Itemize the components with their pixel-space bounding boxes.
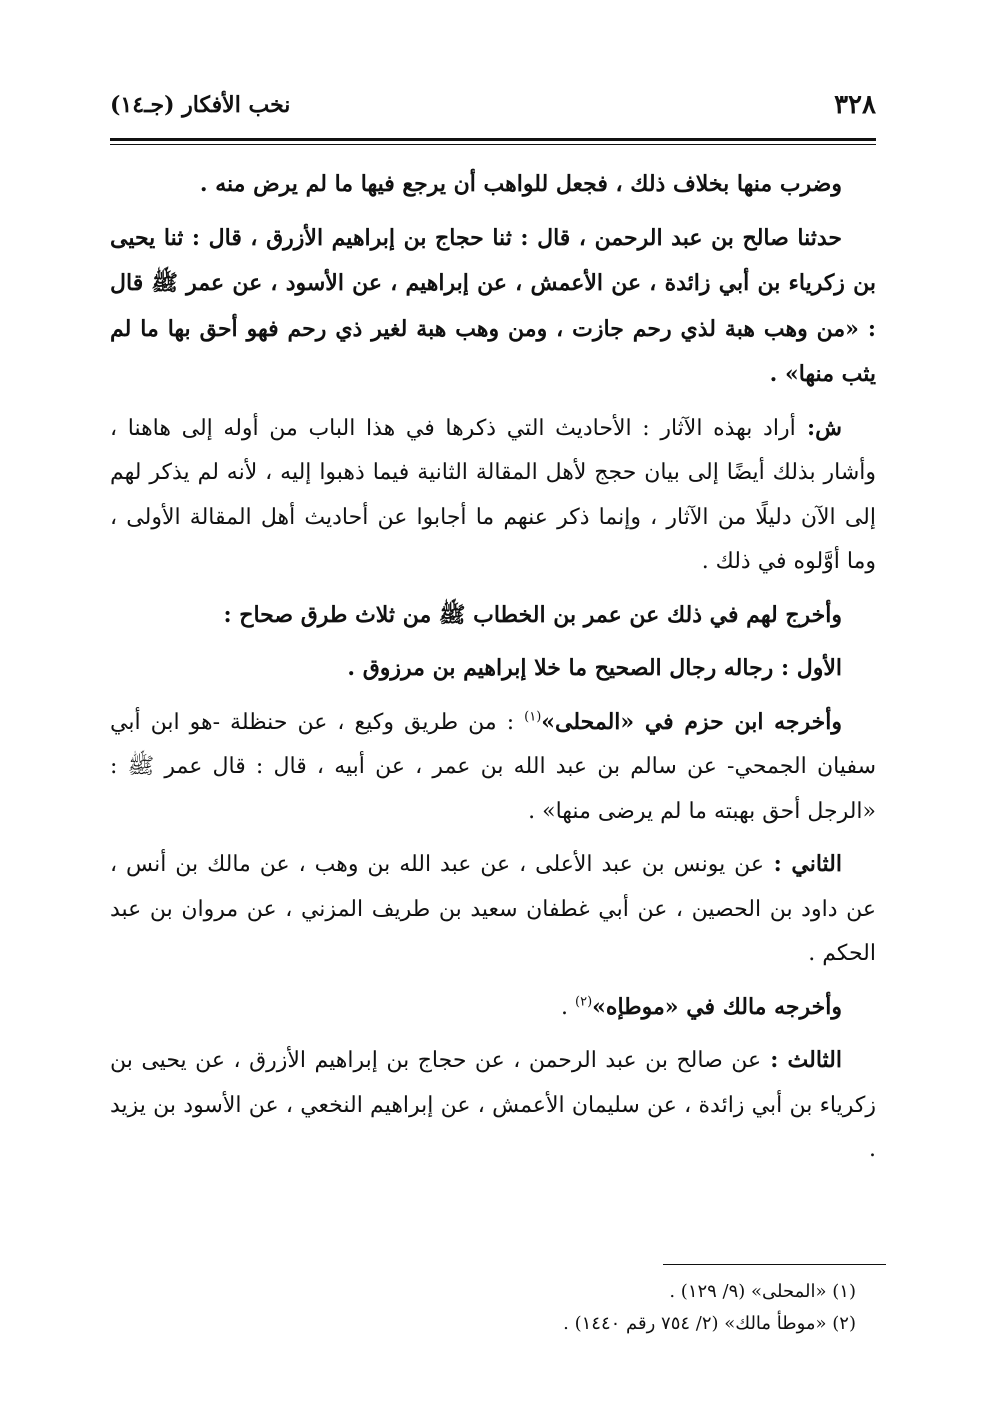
text-run: . <box>561 994 576 1020</box>
footnote-marker: (١) <box>524 709 542 725</box>
text-run: وأخرجه مالك في «موطإه» <box>592 993 842 1020</box>
paragraph <box>110 700 876 835</box>
text-run: : من طريق وكيع ، عن حنظلة -هو ابن أبي سفيان الجمحي- عن سالم بن عبد الله بن عمر ، عن أبيه ، قال : قال عمر ﷺ : «الرجل أحق بهبته ما لم يرضى منها» . <box>110 709 876 824</box>
footnote-marker: (٢) <box>575 994 593 1010</box>
page-number: ٣٢٨ <box>834 90 876 120</box>
paragraph <box>110 646 876 692</box>
text-run: وضرب منها بخلاف ذلك ، فجعل للواهب أن يرجع فيها ما لم يرض منه . <box>199 171 842 197</box>
paragraph <box>110 406 876 585</box>
paragraph <box>110 216 876 398</box>
paragraph <box>110 593 876 639</box>
footnotes <box>110 1276 876 1340</box>
book-title: نخب الأفكار (جـ١٤) <box>110 92 291 118</box>
paragraph <box>110 842 876 977</box>
section-lead: ش: <box>795 414 843 441</box>
footnote: (٢) «موطأ مالك» (٢/ ٧٥٤ رقم ١٤٤٠) . <box>563 1313 856 1334</box>
section-lead: الثالث : <box>761 1047 842 1073</box>
text-run: عن صالح بن عبد الرحمن ، عن حجاج بن إبراهيم الأزرق ، عن يحيى بن زكرياء بن أبي زائدة ، عن سليمان الأعمش ، عن إبراهيم النخعي ، عن الأسود بن يزيد . <box>110 1048 876 1162</box>
paragraph <box>110 985 876 1031</box>
text-run: وأخرج لهم في ذلك عن عمر بن الخطاب ﷺ من ثلاث طرق صحاح : <box>223 601 842 628</box>
text-run: عن يونس بن عبد الأعلى ، عن عبد الله بن وهب ، عن مالك بن أنس ، عن داود بن الحصين ، عن أبي غطفان سعيد بن طريف المزني ، عن مروان بن عبد الحكم . <box>110 852 876 966</box>
page-header <box>110 88 876 132</box>
header-rule-thin <box>110 144 876 145</box>
text-run: الأول : رجاله رجال الصحيح ما خلا إبراهيم بن مرزوق . <box>347 655 842 681</box>
footnote-separator <box>663 1264 886 1265</box>
main-text <box>110 162 876 1181</box>
footnote: (١) «المحلى» (٩/ ١٢٩) . <box>669 1281 856 1302</box>
paragraph <box>110 162 876 208</box>
text-run: حدثنا صالح بن عبد الرحمن ، قال : ثنا حجاج بن إبراهيم الأزرق ، قال : ثنا يحيى بن زكرياء بن أبي زائدة ، عن الأعمش ، عن إبراهيم ، عن الأسود ، عن عمر ﷺ قال : «من وهب هبة لذي رحم جازت ، ومن وهب هبة لغير ذي رحم فهو أحق بها ما لم يثب منها» . <box>110 224 876 387</box>
header-rule-thick <box>110 138 876 141</box>
paragraph <box>110 1038 876 1173</box>
section-lead: الثاني : <box>764 851 843 877</box>
text-run: وأخرجه ابن حزم في «المحلى» <box>541 708 842 735</box>
text-run: أراد بهذه الآثار : الأحاديث التي ذكرها في هذا الباب من أوله إلى هاهنا ، وأشار بذلك أيضًا إلى بيان حجج لأهل المقالة الثانية فيما ذهبوا إليه ، لأنه لم يذكر لهم إلى الآن دليلًا من الآثار ، وإنما ذكر عنهم ما أجابوا عن أحاديث أهل المقالة الأولى ، وما أوَّلوه في ذلك . <box>110 415 876 574</box>
